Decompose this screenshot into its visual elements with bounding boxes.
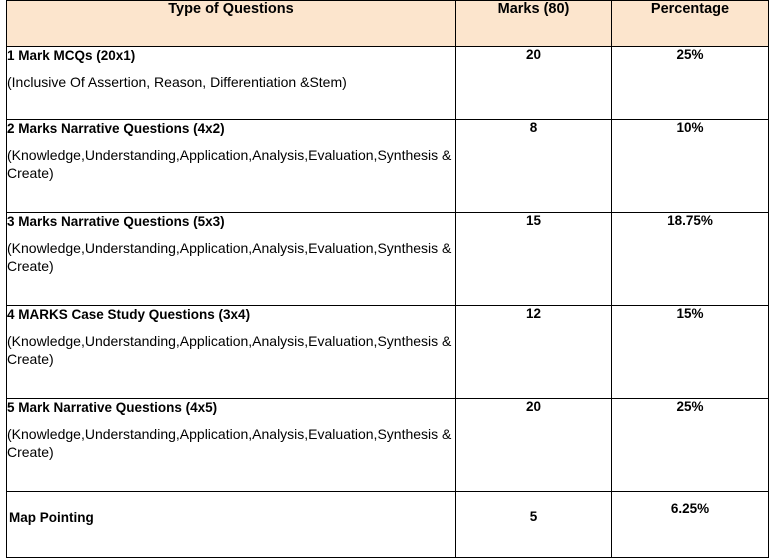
percentage-cell: 25% bbox=[612, 47, 769, 120]
percentage-cell: 25% bbox=[612, 399, 769, 492]
percentage-cell: 10% bbox=[612, 120, 769, 213]
question-type-cell bbox=[7, 47, 456, 120]
question-type-title: 4 MARKS Case Study Questions (3x4) bbox=[7, 307, 251, 322]
table-row bbox=[7, 47, 769, 120]
marks-cell: 12 bbox=[456, 306, 612, 399]
marks-cell: 20 bbox=[456, 47, 612, 120]
question-type-title: 2 Marks Narrative Questions (4x2) bbox=[7, 121, 225, 136]
question-type-subtitle: (Knowledge,Understanding,Application,Analysis,Evaluation,Synthesis & Create) bbox=[7, 147, 452, 181]
question-type-title: 1 Mark MCQs (20x1) bbox=[7, 48, 136, 63]
marks-cell: 8 bbox=[456, 120, 612, 213]
header-marks: Marks (80) bbox=[456, 1, 612, 47]
percentage-cell: 15% bbox=[612, 306, 769, 399]
question-type-subtitle: (Inclusive Of Assertion, Reason, Differentiation &Stem) bbox=[7, 74, 347, 90]
table-row bbox=[7, 399, 769, 492]
percentage-cell: 6.25% bbox=[612, 492, 769, 558]
marks-cell: 20 bbox=[456, 399, 612, 492]
question-type-title: 3 Marks Narrative Questions (5x3) bbox=[7, 214, 225, 229]
question-type-cell bbox=[7, 213, 456, 306]
question-type-cell bbox=[7, 120, 456, 213]
header-type-of-questions: Type of Questions bbox=[7, 1, 456, 47]
header-percentage: Percentage bbox=[612, 1, 769, 47]
question-marks-table bbox=[6, 0, 769, 558]
table-row bbox=[7, 306, 769, 399]
table-header-row bbox=[7, 1, 769, 47]
question-type-subtitle: (Knowledge,Understanding,Application,Analysis,Evaluation,Synthesis & Create) bbox=[7, 333, 452, 367]
question-type-subtitle: (Knowledge,Understanding,Application,Analysis,Evaluation,Synthesis & Create) bbox=[7, 426, 452, 460]
question-type-title: Map Pointing bbox=[9, 510, 94, 525]
question-type-title: 5 Mark Narrative Questions (4x5) bbox=[7, 400, 218, 415]
percentage-cell: 18.75% bbox=[612, 213, 769, 306]
marks-cell: 15 bbox=[456, 213, 612, 306]
table-row bbox=[7, 120, 769, 213]
question-type-subtitle: (Knowledge,Understanding,Application,Analysis,Evaluation,Synthesis & Create) bbox=[7, 240, 452, 274]
question-type-cell bbox=[7, 399, 456, 492]
question-type-cell bbox=[7, 306, 456, 399]
marks-cell: 5 bbox=[456, 492, 612, 558]
table-row bbox=[7, 213, 769, 306]
